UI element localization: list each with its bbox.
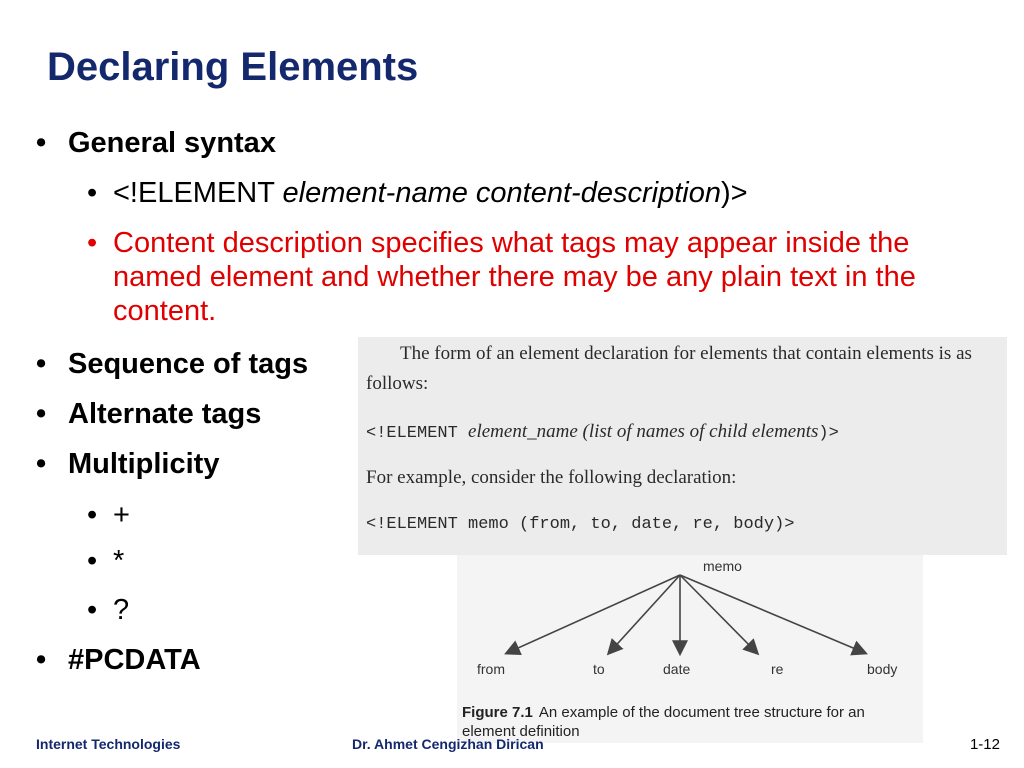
bullet-text: ? [113,594,130,626]
excerpt-line-3 [366,421,839,443]
bullet-multiplicity [36,447,220,481]
excerpt-code-keyword: <!ELEMENT [366,424,469,443]
bullet-text: * [113,545,125,577]
edge-to [609,575,680,653]
bullet-text: Content description specifies what tags may appear inside the named element and whether there may be any plain text in the content. [113,227,916,327]
node-body: body [867,661,898,677]
bullet-alternate [36,397,262,431]
bullet-dot: • [87,545,98,577]
bullet-dot: • [36,348,47,380]
bullet-sequence [36,347,309,381]
bullet-general-syntax [36,126,276,160]
node-to: to [593,661,605,677]
bullet-dot: • [87,227,98,259]
footer-course: Internet Technologies [36,736,181,752]
bullet-dot: • [87,594,98,626]
bullet-star [87,544,125,578]
page-number: 1-12 [969,736,1000,753]
syntax-italic: element-name content-description [282,177,721,209]
caption-label: Figure 7.1 [462,704,533,721]
bullet-dot: • [36,448,47,480]
bullet-pcdata [36,643,201,677]
slide-title: Declaring Elements [47,45,419,89]
excerpt-line-5: <!ELEMENT memo (from, to, date, re, body)> [366,515,795,534]
tree-diagram [457,555,923,705]
node-memo: memo [703,558,742,574]
node-re: re [771,661,784,677]
caption-text: An example of the document tree structure for an element definition [462,704,865,740]
bullet-dot: • [87,499,98,531]
excerpt-line-4: For example, consider the following declaration: [366,467,737,488]
edge-re [680,575,757,653]
bullet-plus [87,498,130,532]
syntax-suffix: )> [720,177,748,209]
edge-body [680,575,865,653]
node-date: date [663,661,691,677]
bullet-dot: • [87,177,98,209]
excerpt-line-1: The form of an element declaration for elements that contain elements is as [400,343,972,364]
bullet-dot: • [36,644,47,676]
bullet-text: Sequence of tags [68,348,309,380]
bullet-syntax [87,176,748,210]
edge-from [507,575,680,653]
syntax-prefix: <!ELEMENT [113,177,283,209]
excerpt-italic: element_name (list of names of child elements [468,421,819,442]
bullet-text: #PCDATA [68,644,201,676]
bullet-text: General syntax [68,127,276,159]
excerpt-line-2: follows: [366,373,429,394]
bullet-text: Alternate tags [68,398,262,430]
bullet-dot: • [36,127,47,159]
bullet-text: + [113,499,130,531]
footer-author: Dr. Ahmet Cengizhan Dirican [352,736,544,752]
node-from: from [477,661,505,677]
textbook-excerpt-image [358,337,1007,555]
bullet-question [87,593,130,627]
document-tree-figure [457,555,923,743]
bullet-content-description [87,226,993,328]
excerpt-code-end: )> [818,424,839,443]
bullet-text: Multiplicity [68,448,220,480]
bullet-dot: • [36,398,47,430]
